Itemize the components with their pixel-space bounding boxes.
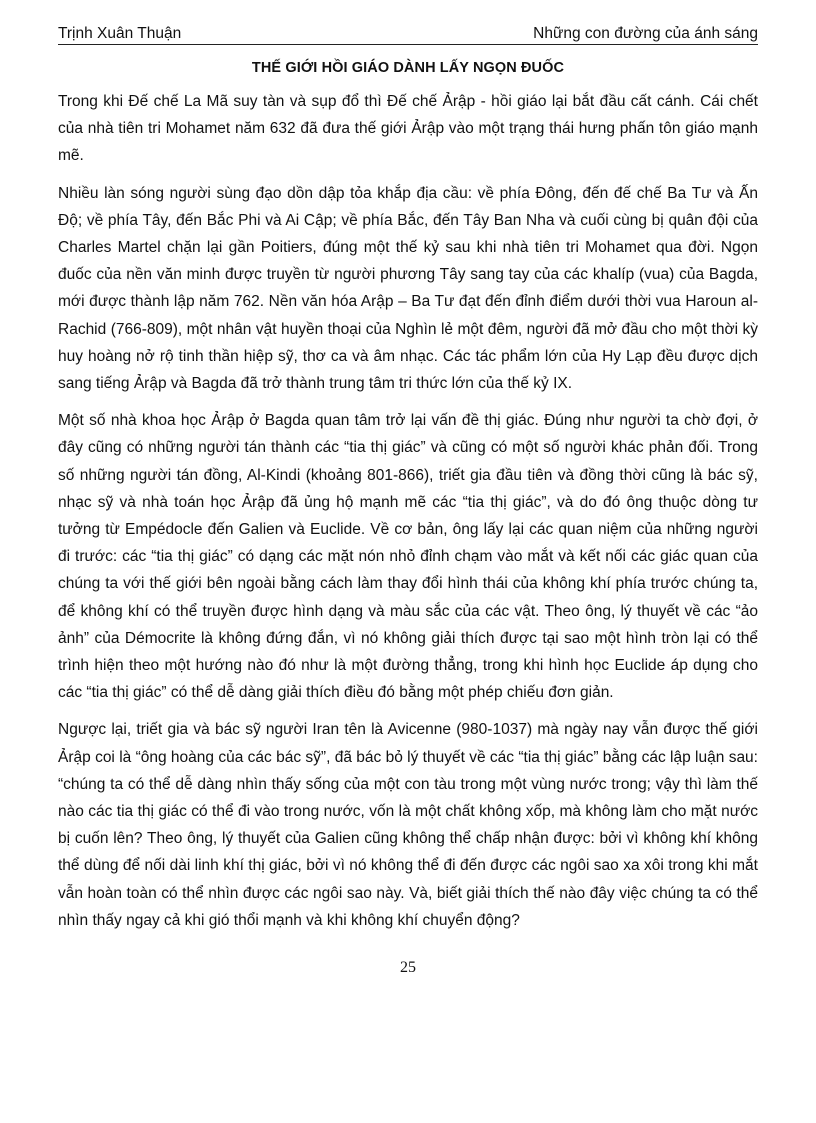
running-header: [58, 22, 758, 45]
header-book-title: Những con đường của ánh sáng: [533, 25, 758, 42]
section-title: THẾ GIỚI HỒI GIÁO DÀNH LẤY NGỌN ĐUỐC: [251, 60, 565, 76]
header-author: Trịnh Xuân Thuận: [58, 25, 182, 42]
paragraph-1: Trong khi Đế chế La Mã suy tàn và sụp đổ thì Đế chế Ảrập - hồi giáo lại bắt đầu cất cánh. Cái chết của nhà tiên tri Mohamet năm 632 đã đưa thế giới Ảrập vào một trạng thái hưng phấn tôn giáo mạnh mẽ.: [58, 93, 758, 165]
page-content: [58, 58, 758, 944]
page-number: 25: [400, 959, 416, 976]
paragraph-2: Nhiều làn sóng người sùng đạo dồn dập tỏa khắp địa cầu: về phía Đông, đến đế chế Ba Tư và Ấn Độ; về phía Tây, đến Bắc Phi và Ai Cập; về phía Bắc, đến Tây Ban Nha và cuối cùng bị quân đội của Charles Martel chặn lại gần Poitiers, đúng một thế kỷ sau khi nhà tiên tri Mohamet qua đời. Ngọn đuốc của nền văn minh được truyền từ người phương Tây sang tay của các khalíp (vua) của Bagda, mới được thành lập năm 762. Nền văn hóa Arập – Ba Tư đạt đến đỉnh điểm dưới thời vua Haroun al-Rachid (766-809), một nhân vật huyền thoại của Nghìn lẻ một đêm, người đã mở đầu cho một thời kỳ huy hoàng nở rộ tinh thần hiệp sỹ, thơ ca và âm nhạc. Các tác phẩm lớn của Hy Lạp đều được dịch sang tiếng Ảrập và Bagda đã trở thành trung tâm tri thức lớn của thế kỷ IX.: [58, 184, 758, 393]
paragraph-4: Ngược lại, triết gia và bác sỹ người Iran tên là Avicenne (980-1037) mà ngày nay vẫn được thế giới Ảrập coi là “ông hoàng của các bác sỹ”, đã bác bỏ lý thuyết về các “tia thị giác” bằng các lập luận sau: “chúng ta có thể dễ dàng nhìn thấy sống của một con tàu trong một vùng nước trong; vậy thì làm thế nào các tia thị giác có thể đi vào trong nước, vốn là một chất không xốp, mà không làm cho mặt nước bị cuốn lên? Theo ông, lý thuyết của Galien cũng không thể chấp nhận được: bởi vì không khí không thể dùng để nối dài linh khí thị giác, bởi vì nó không thể đi đến được các ngôi sao xa xôi trong khi mắt vẫn hoàn toàn có thể nhìn được các ngôi sao này. Và, biết giải thích thế nào đây việc chúng ta có thể nhìn thấy ngay cả khi gió thổi mạnh và khi không khí chuyển động?: [58, 721, 758, 929]
paragraph-3: Một số nhà khoa học Ảrập ở Bagda quan tâm trở lại vấn đề thị giác. Đúng như người ta chờ đợi, ở đây cũng có những người tán thành các “tia thị giác” và cũng có một số người khác phản đối. Trong số những người tán đồng, Al-Kindi (khoảng 801-866), triết gia đầu tiên và đồng thời cũng là bác sỹ, nhạc sỹ và nhà toán học Ảrập đã ủng hộ mạnh mẽ các “tia thị giác”, và do đó ông thuộc dòng tư tưởng từ Empédocle đến Galien và Euclide. Về cơ bản, ông lấy lại các quan niệm của những người đi trước: các “tia thị giác” có dạng các mặt nón nhỏ đỉnh chạm vào mắt và kết nối các giác quan của chúng ta với thế giới bên ngoài bằng cách làm thay đổi hình thái của không khí phía trước chúng ta, để không khí có thể truyền được hình dạng và màu sắc của các vật. Theo ông, lý thuyết về các “ảo ảnh” của Démocrite là không đứng đắn, vì nó không giải thích được tại sao một hình tròn lại có thể trình hiện theo một hướng nào đó như là một đường thẳng, trong khi hình học Euclide áp dụng cho các “tia thị giác” có thể dễ dàng giải thích điều đó bằng một phép chiếu đơn giản.: [58, 412, 758, 702]
